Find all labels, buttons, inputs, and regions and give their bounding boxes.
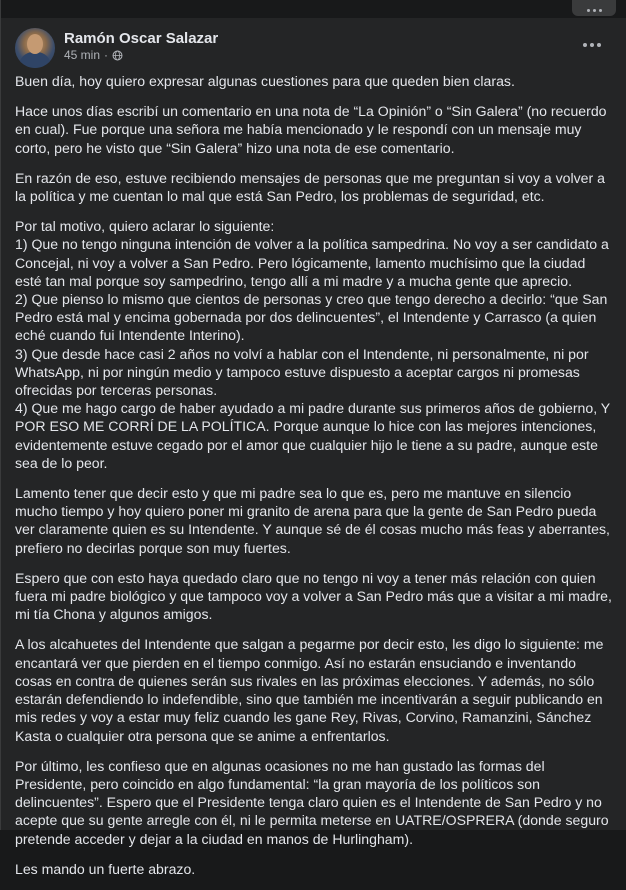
post-paragraph: Por tal motivo, quiero aclarar lo siguiente: 1) Que no tengo ninguna intención de volver a la política sampedrina. No voy a ser candidato a Concejal, ni voy a volver a San Pedro. Pero lógicamente, lamento muchísimo que la ciudad esté tan mal porque soy sampedrino, tengo allí a mi madre y a mucha gente que aprecio. 2) Que pienso lo mismo que cientos de personas y creo que tengo derecho a decirlo: “que San Pedro está mal y encima gobernada por dos delincuentes”, el Intendente y Carrasco (a quien eché cuando fui Intendente Interino). 3) Que desde hace casi 2 años no volví a hablar con el Intendente, ni personalmente, ni por WhatsApp, ni por ningún medio y tampoco estuve dispuesto a aceptar cargos ni promesas ofrecidas por terceras personas. 4) Que me hago cargo de haber ayudado a mi padre durante sus primeros años de gobierno, Y POR ESO ME CORRÍ DE LA POLÍTICA. Porque aunque lo hice con las mejores intenciones, evidentemente estuve cegado por el amor que cualquier hijo le tiene a su padre, aunque este sea de lo peor. [15,218,610,471]
meta-separator: · [104,48,109,62]
top-strip [1,0,626,18]
dot-icon [599,9,602,12]
avatar-face [27,34,43,54]
dot-icon [583,43,587,47]
post-header [15,28,615,68]
post-paragraph: En razón de eso, estuve recibiendo mensajes de personas que me preguntan si voy a volver a la política y me cuentan lo mal que está San Pedro, los problemas de seguridad, etc. [15,169,605,205]
globe-icon[interactable] [112,50,123,61]
top-more-button[interactable] [572,0,616,16]
avatar[interactable] [15,28,55,68]
dot-icon [593,9,596,12]
dot-icon [597,43,601,47]
dot-icon [587,9,590,12]
post-paragraph: Por último, les confieso que en algunas ocasiones no me han gustado las formas del Presidente, pero coincido en algo fundamental: “la gran mayoría de los políticos son delincuentes”. Espero que el Presidente tenga claro quien es el Intendente de San Pedro y no acepte que su gente arregle con él, ni le permita meterse en UATRE/OSPRERA (donde seguro pretende acceder y dejar a la ciudad en manos de Hurlingham). [15,757,609,847]
post-paragraph: A los alcahuetes del Intendente que salgan a pegarme por decir esto, les digo lo siguiente: me encantará ver que pierden en el tiempo conmigo. Así no estarán ensuciando e inventando cosas en contra de quienes serán sus rivales en las próximas elecciones. Y además, no sólo estarán defendiendo lo indefendible, sino que también me incentivarán a seguir publicando en mis redes y voy a estar muy feliz cuando les gane Rey, Rivas, Corvino, Ramanzini, Sánchez Kasta o cualquier otra persona que se anime a enfrentarlos. [15,636,604,744]
post-paragraph: Hace unos días escribí un comentario en una nota de “La Opinión” o “Sin Galera” (no recuerdo en cual). Fue porque una señora me había mencionado y le respondí con un mensaje muy corto, pero he visto que “Sin Galera” hizo una nota de ese comentario. [15,103,607,156]
avatar-body [19,52,51,68]
post-paragraph: Lamento tener que decir esto y que mi padre sea lo que es, pero me mantuve en silencio mucho tiempo y hoy quiero poner mi granito de arena para que la gente de San Pedro pueda ver claramente quien es su Intendente. Y aunque sé de él cosas mucho más feas y aberrantes, prefiero no decirlas porque son muy fuertes. [15,485,610,556]
post-paragraph: Les mando un fuerte abrazo. [15,860,196,877]
post-meta [64,48,123,62]
post-paragraph: Espero que con esto haya quedado claro que no tengo ni voy a tener más relación con quien fuera mi padre biológico y que tampoco voy a volver a San Pedro más que a visitar a mi madre, mi tía Chona y algunos amigos. [15,569,612,623]
post-text [15,72,613,890]
more-options-icon[interactable] [575,30,609,60]
post-time[interactable]: 45 min [64,48,101,62]
post-paragraph: Buen día, hoy quiero expresar algunas cuestiones para que queden bien claras. [15,73,515,89]
dot-icon [590,43,594,47]
author-name[interactable]: Ramón Oscar Salazar [64,30,219,47]
